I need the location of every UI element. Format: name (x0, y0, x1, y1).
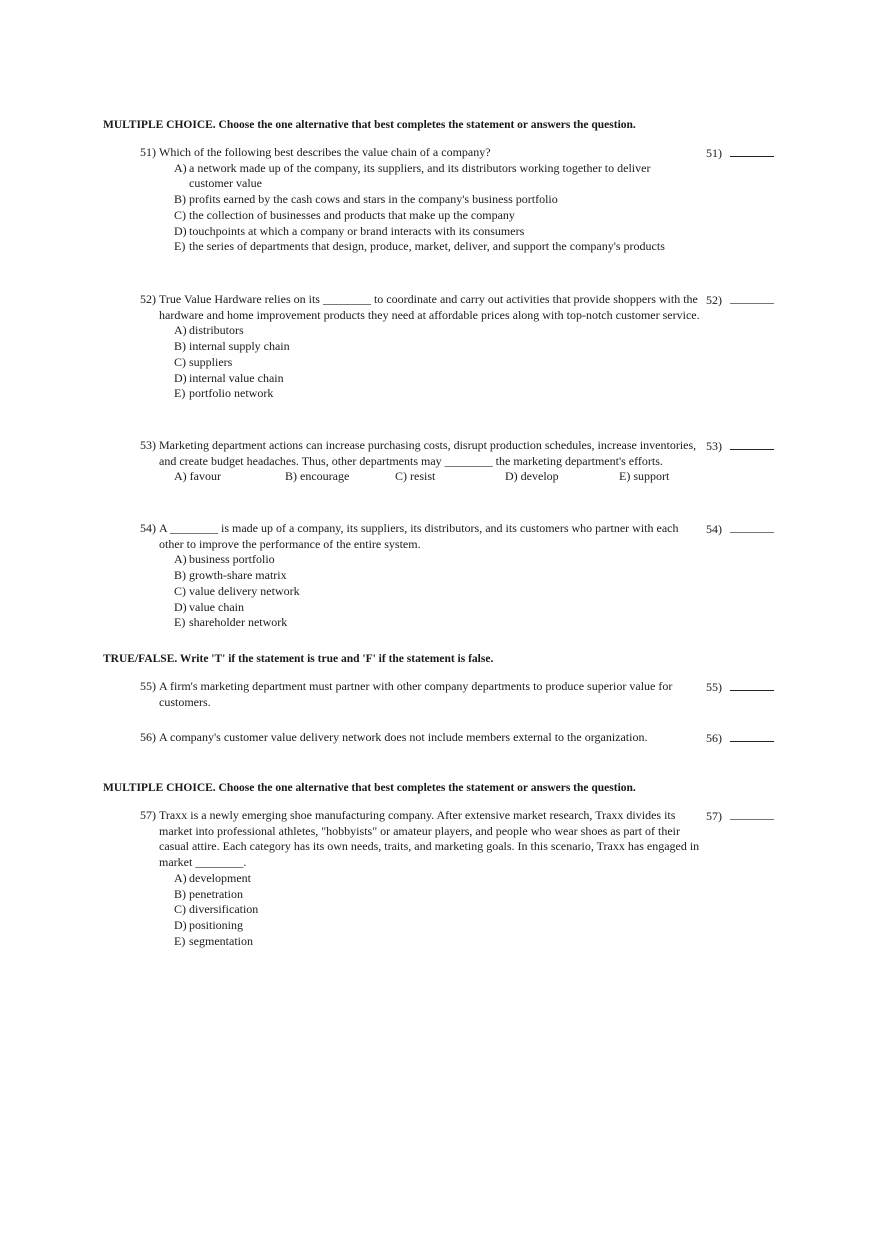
question-stem (140, 679, 700, 710)
answer-blank-57[interactable]: 57) (706, 808, 774, 825)
question-text: A company's customer value delivery network does not include members external to the organization. (159, 730, 648, 744)
answer-blank-52[interactable]: 52) (706, 292, 774, 309)
question-number: 55) (140, 679, 156, 693)
option-c[interactable]: C) resist (395, 469, 436, 484)
question-number: 51) (140, 145, 156, 159)
option-a[interactable]: A) distributors (174, 323, 244, 338)
question-54 (140, 521, 700, 631)
question-text: Marketing department actions can increase purchasing costs, disrupt production schedules, increase inventories, and create budget headaches. Thus, other departments may ________ the marketing department's efforts. (159, 438, 697, 468)
question-number: 52) (140, 292, 156, 306)
options-list (174, 871, 700, 950)
option-c[interactable]: C) suppliers (174, 354, 233, 369)
option-b[interactable]: B) profits earned by the cash cows and stars in the company's business portfolio (174, 192, 558, 207)
question-stem (140, 292, 700, 323)
question-stem (140, 730, 700, 746)
section-header-multiple-choice: MULTIPLE CHOICE. Choose the one alternative that best completes the statement or answers the question. (103, 782, 636, 794)
question-number: 54) (140, 521, 156, 535)
option-b[interactable]: B) internal supply chain (174, 339, 290, 354)
option-a[interactable]: A) a network made up of the company, its suppliers, and its distributors working together to deliver customer value (174, 160, 651, 191)
option-d[interactable]: D) internal value chain (174, 370, 284, 385)
question-55 (140, 679, 700, 710)
option-a[interactable]: A) favour (174, 469, 221, 484)
question-text: Which of the following best describes the value chain of a company? (159, 145, 491, 159)
options-list (174, 323, 700, 402)
question-text: True Value Hardware relies on its ________ to coordinate and carry out activities that provide shoppers with the hardware and home improvement products they need at affordable prices along with top-notch customer service. (159, 292, 700, 322)
option-d[interactable]: D) develop (505, 469, 559, 484)
question-stem (140, 521, 700, 552)
answer-blank-55[interactable]: 55) (706, 679, 774, 696)
answer-line[interactable] (730, 808, 774, 820)
answer-blank-56[interactable]: 56) (706, 730, 774, 747)
answer-line[interactable] (730, 145, 774, 157)
question-number: 53) (140, 438, 156, 452)
option-e[interactable]: E) shareholder network (174, 615, 288, 630)
option-e[interactable]: E) portfolio network (174, 386, 274, 401)
option-d[interactable]: D) touchpoints at which a company or brand interacts with its consumers (174, 223, 525, 238)
answer-line[interactable] (730, 679, 774, 691)
question-57 (140, 808, 700, 949)
question-text: Traxx is a newly emerging shoe manufacturing company. After extensive market research, Traxx divides its market into professional athletes, "hobbyists" or amateur players, and people who wear shoes as part of their casual attire. Each category has its own needs, traits, and marketing goals. In this scenario, Traxx has engaged in market ________. (159, 808, 700, 870)
question-number: 57) (140, 808, 156, 822)
question-text: A firm's marketing department must partner with other company departments to produce superior value for customers. (159, 679, 673, 709)
answer-line[interactable] (730, 730, 774, 742)
question-text: A ________ is made up of a company, its suppliers, its distributors, and its customers who partner with each other to improve the performance of the entire system. (159, 521, 679, 551)
option-b[interactable]: B) encourage (285, 469, 350, 484)
section-header-true-false: TRUE/FALSE. Write 'T' if the statement is true and 'F' if the statement is false. (103, 653, 494, 665)
option-e[interactable]: E) the series of departments that design, produce, market, deliver, and support the company's products (174, 239, 665, 254)
option-d[interactable]: D) value chain (174, 599, 244, 614)
options-list (174, 469, 700, 485)
answer-line[interactable] (730, 292, 774, 304)
option-c[interactable]: C) value delivery network (174, 583, 300, 598)
question-51 (140, 145, 700, 255)
option-c[interactable]: C) the collection of businesses and products that make up the company (174, 207, 515, 222)
option-c[interactable]: C) diversification (174, 902, 259, 917)
question-stem (140, 438, 700, 469)
answer-blank-51[interactable]: 51) (706, 145, 774, 162)
option-b[interactable]: B) penetration (174, 886, 243, 901)
option-a[interactable]: A) development (174, 870, 251, 885)
options-list (174, 552, 700, 631)
question-56 (140, 730, 700, 746)
answer-line[interactable] (730, 438, 774, 450)
question-number: 56) (140, 730, 156, 744)
option-e[interactable]: E) support (619, 469, 670, 484)
question-52 (140, 292, 700, 402)
question-stem (140, 808, 700, 871)
option-e[interactable]: E) segmentation (174, 933, 253, 948)
option-d[interactable]: D) positioning (174, 917, 244, 932)
option-a[interactable]: A) business portfolio (174, 552, 275, 567)
section-header-multiple-choice: MULTIPLE CHOICE. Choose the one alternative that best completes the statement or answers the question. (103, 119, 636, 131)
option-b[interactable]: B) growth-share matrix (174, 568, 287, 583)
answer-blank-53[interactable]: 53) (706, 438, 774, 455)
question-stem (140, 145, 700, 161)
question-53 (140, 438, 700, 485)
options-list (174, 161, 700, 255)
answer-blank-54[interactable]: 54) (706, 521, 774, 538)
answer-line[interactable] (730, 521, 774, 533)
